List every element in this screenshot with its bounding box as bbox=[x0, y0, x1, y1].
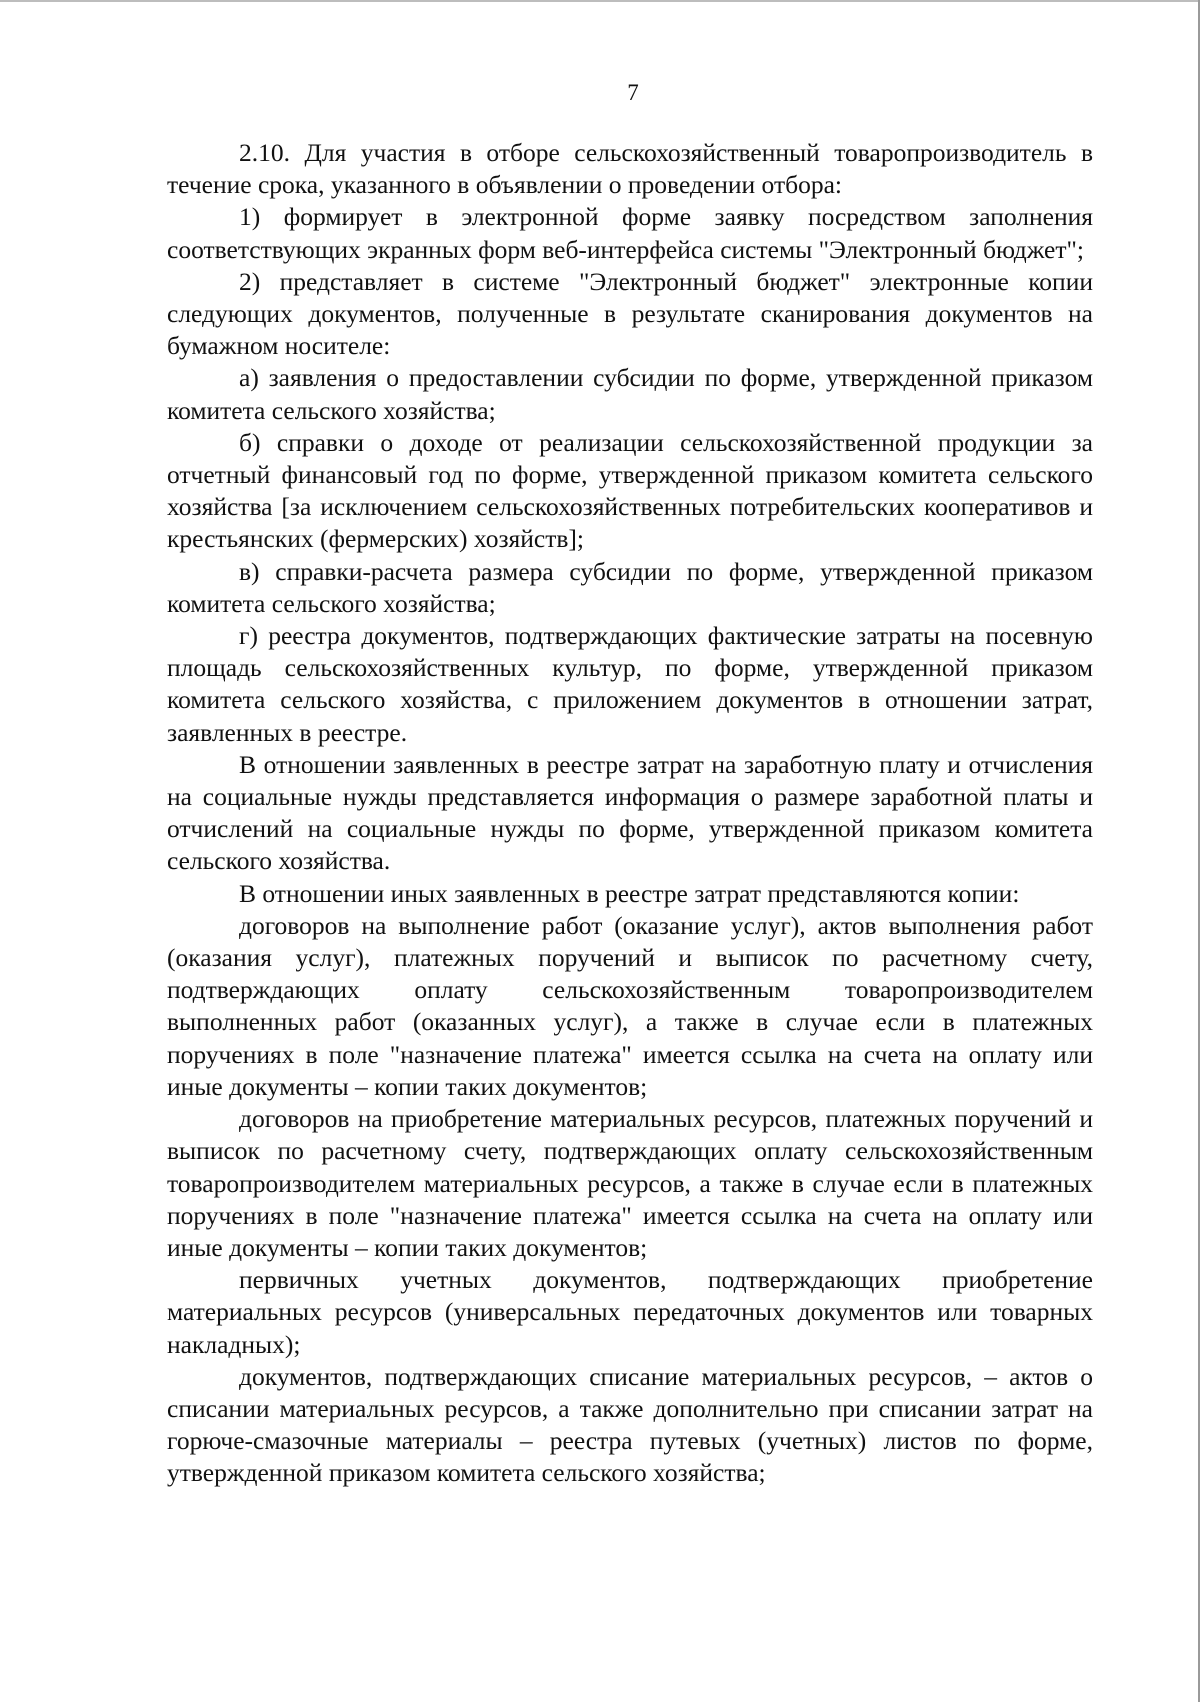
document-body bbox=[167, 137, 1093, 1490]
paragraph-write-off-documents: документов, подтверждающих списание материальных ресурсов, – актов о списании материальных ресурсов, а также дополнительно при списании затрат на горюче-смазочные материалы – реестра путевых (учетных) листов по форме, утвержденной приказом комитета сельского хозяйства; bbox=[167, 1361, 1093, 1488]
paragraph-item-2: 2) представляет в системе "Электронный бюджет" электронные копии следующих документов, полученные в результате сканирования документов на бумажном носителе: bbox=[167, 266, 1093, 361]
page-number: 7 bbox=[627, 80, 639, 105]
paragraph-item-b: б) справки о доходе от реализации сельскохозяйственной продукции за отчетный финансовый год по форме, утвержденной приказом комитета сельского хозяйства [за исключением сельскохозяйственных потребительских кооперативов и крестьянских (фермерских) хозяйств]; bbox=[167, 427, 1093, 554]
paragraph-item-1: 1) формирует в электронной форме заявку посредством заполнения соответствующих экранных форм веб-интерфейса системы "Электронный бюджет"; bbox=[167, 202, 1093, 264]
paragraph-item-g: г) реестра документов, подтверждающих фактические затраты на посевную площадь сельскохозяйственных культур, по форме, утвержденной приказом комитета сельского хозяйства, с приложением документов в отношении затрат, заявленных в реестре. bbox=[167, 621, 1093, 747]
scan-border-top bbox=[0, 0, 1200, 2]
paragraph-material-contracts: договоров на приобретение материальных ресурсов, платежных поручений и выписок по расчетному счету, подтверждающих оплату сельскохозяйственным товаропроизводителем материальных ресурсов, а также в случае если в платежных поручениях в поле "назначение платежа" имеется ссылка на счета на оплату или иные документы – копии таких документов; bbox=[167, 1104, 1093, 1262]
paragraph-other-costs: В отношении иных заявленных в реестре затрат представляются копии: bbox=[239, 878, 1020, 908]
paragraph-item-v: в) справки-расчета размера субсидии по форме, утвержденной приказом комитета сельского хозяйства; bbox=[167, 556, 1093, 618]
paragraph-item-a: а) заявления о предоставлении субсидии по форме, утвержденной приказом комитета сельского хозяйства; bbox=[167, 363, 1093, 425]
paragraph-2-10: 2.10. Для участия в отборе сельскохозяйственный товаропроизводитель в течение срока, указанного в объявлении о проведении отбора: bbox=[167, 138, 1093, 200]
paragraph-salary-costs: В отношении заявленных в реестре затрат на заработную плату и отчисления на социальные нужды представляется информация о размере заработной платы и отчислений на социальные нужды по форме, утвержденной приказом комитета сельского хозяйства. bbox=[167, 749, 1093, 876]
paragraph-primary-documents: первичных учетных документов, подтверждающих приобретение материальных ресурсов (универсальных передаточных документов или товарных накладных); bbox=[167, 1265, 1093, 1359]
paragraph-service-contracts: договоров на выполнение работ (оказание услуг), актов выполнения работ (оказания услуг), платежных поручений и выписок по расчетному счету, подтверждающих оплату сельскохозяйственным товаропроизводителем выполненных работ (оказанных услуг), а также в случае если в платежных поручениях в поле "назначение платежа" имеется ссылка на счета на оплату или иные документы – копии таких документов; bbox=[167, 910, 1093, 1101]
